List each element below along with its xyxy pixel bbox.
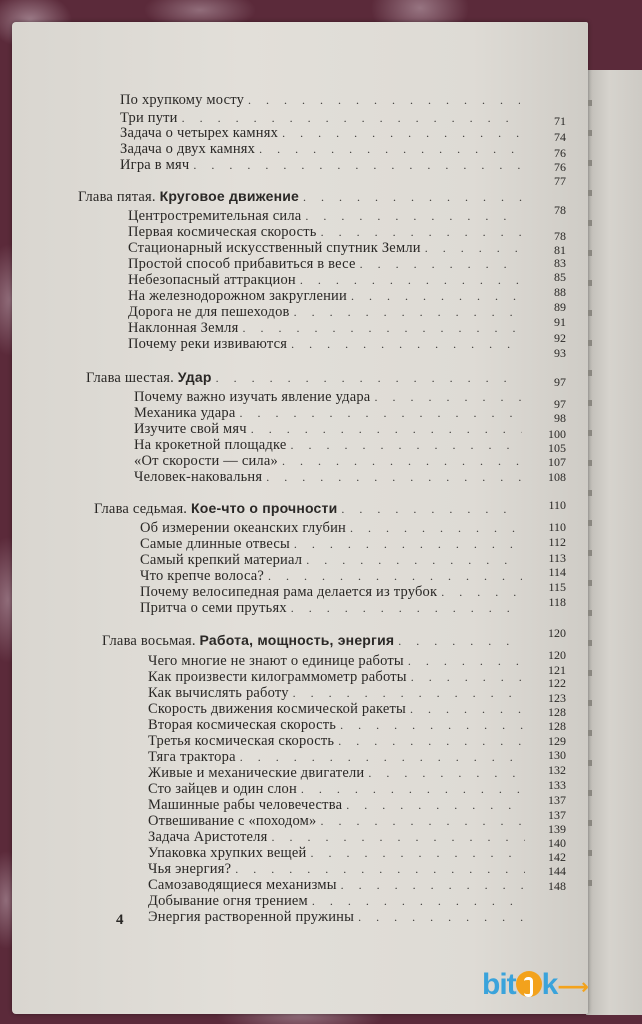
toc-entry xyxy=(134,389,522,406)
leader-dots xyxy=(306,553,522,568)
leader-dots xyxy=(346,798,525,813)
entry-title: Притча о семи прутьях xyxy=(140,600,287,616)
leader-dots xyxy=(282,454,522,469)
page-ref-number: 129 xyxy=(548,734,566,748)
page-ref-number: 92 xyxy=(554,331,566,345)
page-ref-number: 132 xyxy=(548,763,566,777)
leader-dots xyxy=(320,814,525,829)
leader-dots xyxy=(312,894,525,909)
chapter-label: Глава пятая. xyxy=(78,189,160,205)
entry-title: Наклонная Земля xyxy=(128,320,239,336)
page-ref-number: 78 xyxy=(554,229,566,243)
page-ref-number: 98 xyxy=(554,411,566,425)
leader-dots xyxy=(248,93,520,108)
toc-entry xyxy=(128,256,522,273)
leader-dots xyxy=(239,406,522,421)
toc-entry xyxy=(128,272,522,289)
leader-dots xyxy=(294,537,522,552)
leader-dots xyxy=(242,321,522,336)
leader-dots xyxy=(294,305,522,320)
toc-entry xyxy=(134,453,522,470)
entry-title: По хрупкому мосту xyxy=(120,92,245,108)
page-ref-number: 78 xyxy=(554,203,566,217)
entry-title: Самый крепкий материал xyxy=(140,552,303,568)
leader-dots xyxy=(272,830,526,845)
leader-dots xyxy=(411,670,525,685)
chapter-label: Глава седьмая. xyxy=(94,501,191,517)
leader-dots xyxy=(193,158,522,173)
toc-entry xyxy=(120,141,522,158)
toc-entry xyxy=(140,568,522,585)
toc-entry xyxy=(128,336,522,353)
leader-dots xyxy=(310,846,525,861)
entry-title: Чья энергия? xyxy=(148,861,232,877)
chapter-name: Круговое движение xyxy=(159,188,300,204)
leader-dots xyxy=(410,702,525,717)
page-ref-number: 93 xyxy=(554,346,566,360)
entry-title: Машинные рабы человечества xyxy=(148,797,343,813)
toc-entry xyxy=(120,157,522,174)
page-ref-number: 114 xyxy=(548,565,566,579)
leader-dots xyxy=(341,502,522,517)
chapter-label: Глава шестая. xyxy=(86,370,178,386)
coin-icon xyxy=(516,971,542,997)
entry-title: Центростремительная сила xyxy=(128,208,302,224)
page-ref-number: 88 xyxy=(554,285,566,299)
toc-entry xyxy=(140,536,522,553)
page-ref-number: 140 xyxy=(548,836,566,850)
page-ref-number: 128 xyxy=(548,705,566,719)
page-ref-number: 89 xyxy=(554,300,566,314)
entry-title: Задача о четырех камнях xyxy=(120,125,279,141)
toc-entry xyxy=(128,224,522,241)
toc-entry xyxy=(128,208,522,225)
page-ref-number: 91 xyxy=(554,315,566,329)
entry-title: Человек-наковальня xyxy=(134,469,263,485)
chapter-name: Кое-что о прочности xyxy=(190,500,338,516)
page-ref-number: 113 xyxy=(548,551,566,565)
page-ref-number: 108 xyxy=(548,470,566,484)
toc-entry xyxy=(148,877,525,894)
leader-dots xyxy=(341,878,525,893)
entry-title: Дорога не для пешеходов xyxy=(128,304,290,320)
toc-entry xyxy=(134,405,522,422)
page-ref-number: 77 xyxy=(554,174,566,188)
entry-title: «От скорости — сила» xyxy=(134,453,278,469)
chapter-title xyxy=(94,500,337,518)
toc-entry xyxy=(140,600,522,617)
leader-dots xyxy=(300,273,522,288)
page-ref-number: 142 xyxy=(548,850,566,864)
toc-entry xyxy=(148,893,525,910)
page-ref-number: 100 xyxy=(548,427,566,441)
page-ref-number: 107 xyxy=(548,455,566,469)
entry-title: Скорость движения космической ракеты xyxy=(148,701,407,717)
leader-dots xyxy=(259,142,522,157)
toc-chapter-heading xyxy=(94,500,522,518)
toc-entry xyxy=(134,421,522,438)
page-ref-number: 120 xyxy=(548,648,566,662)
entry-title: Сто зайцев и один слон xyxy=(148,781,297,797)
page-ref-number: 121 xyxy=(548,663,566,677)
entry-title: На железнодорожном закруглении xyxy=(128,288,347,304)
toc-entry xyxy=(148,797,525,814)
page-ref-number: 83 xyxy=(554,256,566,270)
watermark-logo: bit k⟶ xyxy=(482,968,588,1001)
leader-dots xyxy=(368,766,525,781)
toc-entry xyxy=(128,288,522,305)
entry-title: Об измерении океанских глубин xyxy=(140,520,347,536)
toc-entry xyxy=(140,584,522,601)
toc-entry xyxy=(148,909,525,926)
leader-dots xyxy=(266,470,522,485)
toc-entry xyxy=(120,92,520,109)
leader-dots xyxy=(251,422,522,437)
chapter-title xyxy=(78,188,299,206)
entry-title: Живые и механические двигатели xyxy=(148,765,365,781)
toc-entry xyxy=(128,304,522,321)
leader-dots xyxy=(293,686,525,701)
entry-title: Задача о двух камнях xyxy=(120,141,256,157)
entry-title: Почему велосипедная рама делается из трубок xyxy=(140,584,438,600)
toc-entry xyxy=(148,765,525,782)
toc-entry xyxy=(148,813,525,830)
entry-title: Задача Аристотеля xyxy=(148,829,268,845)
page-ref-number: 137 xyxy=(548,793,566,807)
toc-entry xyxy=(134,469,522,486)
leader-dots xyxy=(216,371,522,386)
leader-dots xyxy=(182,111,520,126)
chapter-label: Глава восьмая. xyxy=(102,633,200,649)
page-ref-number: 148 xyxy=(548,879,566,893)
page-ref-number: 112 xyxy=(548,535,566,549)
entry-title: Почему важно изучать явление удара xyxy=(134,389,371,405)
leader-dots xyxy=(282,126,522,141)
chapter-name: Удар xyxy=(177,369,212,385)
leader-dots xyxy=(350,521,522,536)
toc-entry xyxy=(148,717,525,734)
leader-dots xyxy=(408,654,525,669)
entry-title: Добывание огня трением xyxy=(148,893,308,909)
leader-dots xyxy=(338,734,525,749)
leader-dots xyxy=(268,569,522,584)
leader-dots xyxy=(305,209,522,224)
page-ref-number: 105 xyxy=(548,441,566,455)
toc-chapter-heading xyxy=(78,188,522,206)
entry-title: Стационарный искусственный спутник Земли xyxy=(128,240,421,256)
leader-dots xyxy=(351,289,522,304)
toc-entry xyxy=(148,701,525,718)
leader-dots xyxy=(374,390,522,405)
toc-entry xyxy=(134,437,522,454)
page-ref-number: 139 xyxy=(548,822,566,836)
entry-title: Чего многие не знают о единице работы xyxy=(148,653,404,669)
page-ref-number: 71 xyxy=(554,114,566,128)
leader-dots xyxy=(290,438,522,453)
entry-title: Изучите свой мяч xyxy=(134,421,247,437)
toc-entry xyxy=(140,520,522,537)
page-ref-number: 130 xyxy=(548,748,566,762)
toc-entry xyxy=(148,861,525,878)
toc-entry xyxy=(148,685,525,702)
entry-title: Небезопасный аттракцион xyxy=(128,272,296,288)
page-ref-number: 110 xyxy=(548,498,566,512)
leader-dots xyxy=(240,750,525,765)
page-ref-number: 115 xyxy=(548,580,566,594)
page-ref-number: 97 xyxy=(554,375,566,389)
page-ref-number: 81 xyxy=(554,243,566,257)
page-ref-number: 128 xyxy=(548,719,566,733)
leader-dots xyxy=(291,337,522,352)
leader-dots xyxy=(398,634,525,649)
leader-dots xyxy=(425,241,522,256)
toc-entry xyxy=(148,781,525,798)
toc-entry xyxy=(120,125,522,142)
entry-title: На крокетной площадке xyxy=(134,437,287,453)
toc-entry xyxy=(148,653,525,670)
entry-title: Самые длинные отвесы xyxy=(140,536,290,552)
entry-title: Три пути xyxy=(120,110,178,126)
toc-entry xyxy=(148,829,525,846)
toc-chapter-heading xyxy=(86,369,522,387)
page-ref-number: 110 xyxy=(548,520,566,534)
entry-title: Игра в мяч xyxy=(120,157,190,173)
toc-entry xyxy=(148,669,525,686)
toc-entry xyxy=(148,733,525,750)
page-ref-number: 74 xyxy=(554,130,566,144)
entry-title: Почему реки извиваются xyxy=(128,336,288,352)
page-ref-number: 137 xyxy=(548,808,566,822)
page-ref-number: 118 xyxy=(548,595,566,609)
page-ref-number: 76 xyxy=(554,160,566,174)
page-ref-number: 144 xyxy=(548,864,566,878)
chapter-name: Работа, мощность, энергия xyxy=(199,632,395,648)
toc-entry xyxy=(148,845,525,862)
page-ref-number: 133 xyxy=(548,778,566,792)
toc-chapter-heading xyxy=(102,632,525,650)
chapter-title xyxy=(86,369,212,387)
page-ref-number: 76 xyxy=(554,146,566,160)
leader-dots xyxy=(291,601,522,616)
page-ref-number: 123 xyxy=(548,691,566,705)
entry-title: Упаковка хрупких вещей xyxy=(148,845,307,861)
leader-dots xyxy=(301,782,525,797)
entry-title: Как вычислять работу xyxy=(148,685,289,701)
toc-entry xyxy=(128,320,522,337)
entry-title: Третья космическая скорость xyxy=(148,733,335,749)
toc-entry xyxy=(140,552,522,569)
page-ref-number: 97 xyxy=(554,397,566,411)
entry-title: Тяга трактора xyxy=(148,749,236,765)
leader-dots xyxy=(441,585,522,600)
entry-title: Что крепче волоса? xyxy=(140,568,265,584)
entry-title: Как произвести килограммометр работы xyxy=(148,669,407,685)
entry-title: Первая космическая скорость xyxy=(128,224,317,240)
page-ref-number: 85 xyxy=(554,270,566,284)
toc-entry xyxy=(128,240,522,257)
entry-title: Самозаводящиеся механизмы xyxy=(148,877,337,893)
entry-title: Вторая космическая скорость xyxy=(148,717,337,733)
leader-dots xyxy=(303,190,522,205)
leader-dots xyxy=(235,862,525,877)
entry-title: Отвешивание с «походом» xyxy=(148,813,317,829)
chapter-title xyxy=(102,632,394,650)
toc-entry xyxy=(148,749,525,766)
leader-dots xyxy=(321,225,522,240)
entry-title: Простой способ прибавиться в весе xyxy=(128,256,356,272)
leader-dots xyxy=(360,257,522,272)
leader-dots xyxy=(358,910,525,925)
page-ref-number: 122 xyxy=(548,676,566,690)
entry-title: Энергия растворенной пружины xyxy=(148,909,355,925)
page-number: 4 xyxy=(116,912,124,928)
page-ref-number: 120 xyxy=(548,626,566,640)
leader-dots xyxy=(340,718,525,733)
entry-title: Механика удара xyxy=(134,405,236,421)
